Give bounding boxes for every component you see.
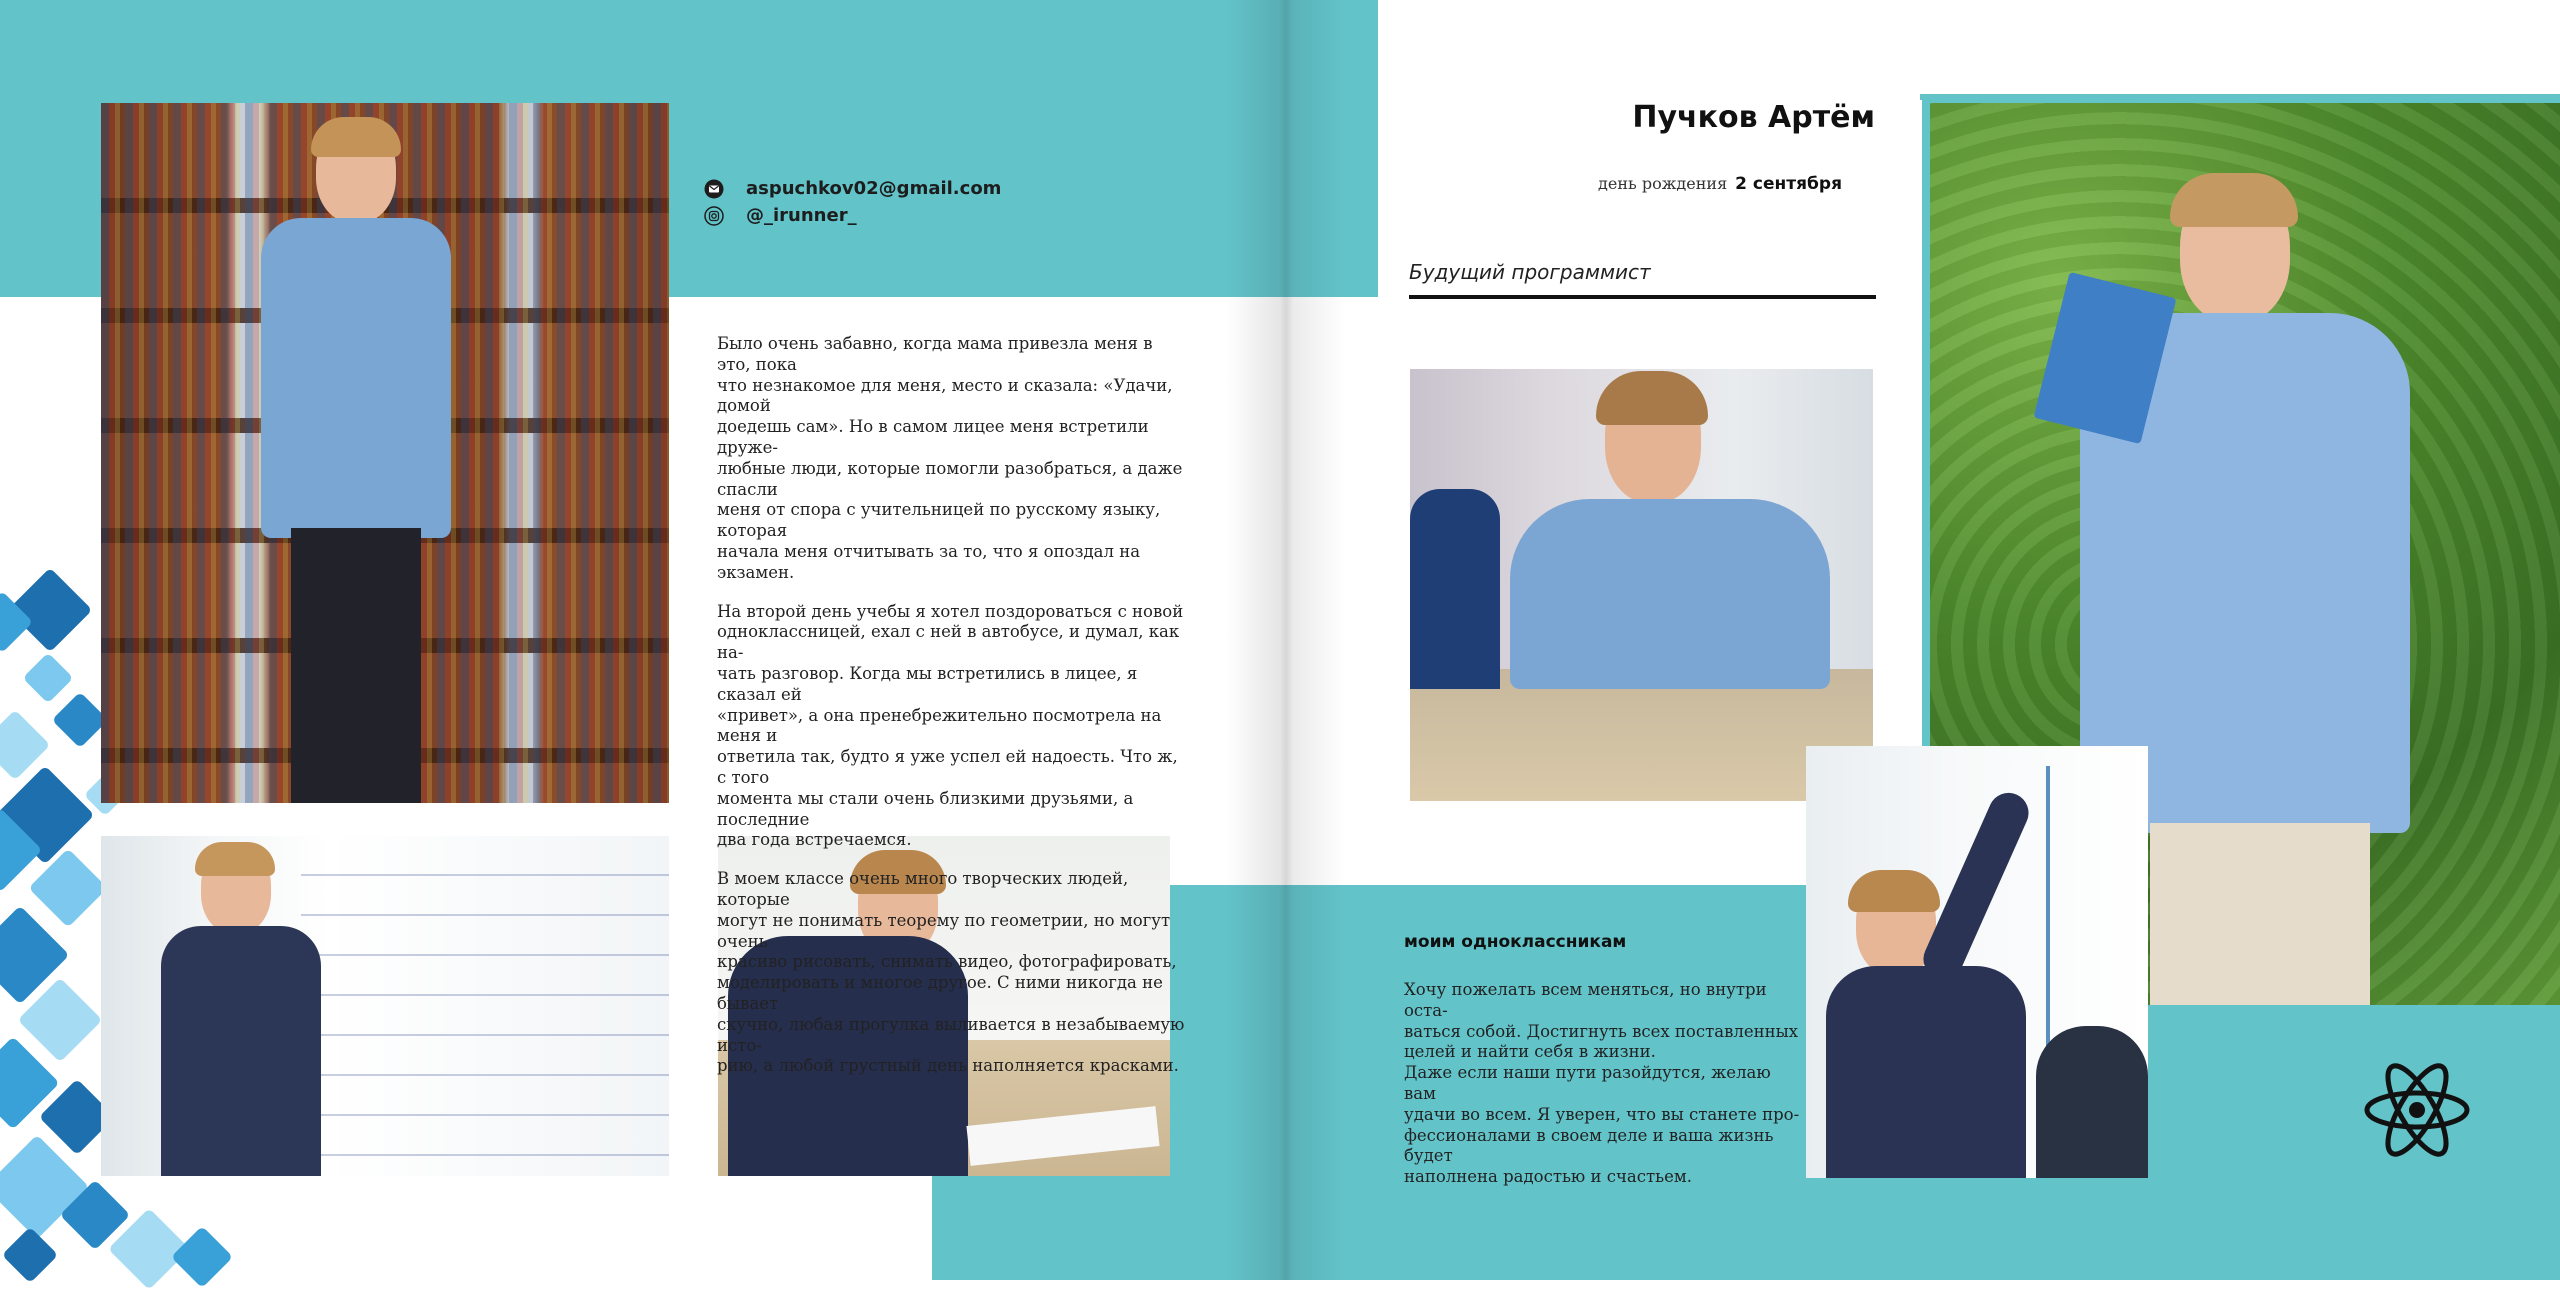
student-name: Пучков Артём xyxy=(1632,100,1875,135)
story-paragraph-1: Было очень забавно, когда мама привезла меня в это, пока что незнакомое для меня, место и сказала: «Удачи, домой доедешь сам». Но в самом лицее меня встретили друже- любные люди, которые помогли разобраться, а даже спасли меня от спора с учительницей по русскому языку, которая начала меня отчитывать за то, что я опоздал на экзамен. xyxy=(717,334,1183,582)
birthday-value: 2 сентября xyxy=(1735,174,1842,194)
atom-icon xyxy=(2362,1060,2472,1160)
contact-instagram[interactable] xyxy=(704,205,857,226)
instagram-text: @_irunner_ xyxy=(746,205,857,226)
birthday-label: день рождения xyxy=(1598,174,1728,193)
photo-whiteboard xyxy=(101,836,669,1176)
wish-text: Хочу пожелать всем меняться, но внутри оста- ваться собой. Достигнуть всех поставленных целей и найти себя в жизни. Даже если наши пути разойдутся, желаю вам удачи во всем. Я уверен, что вы станете про- фессионалами в своем деле и ваша жизнь будет наполнена радостью и счастьем. xyxy=(1404,980,1800,1187)
story-paragraph-3: В моем классе очень много творческих людей, которые могут не понимать теорему по геометрии, но могут очень красиво рисовать, снимать видео, фотографировать, моделировать и многое другое. С ними никогда не бывает скучно, любая прогулка выливается в незабываемую исто- рию, а любой грустный день наполняется красками. xyxy=(717,869,1185,1076)
envelope-icon xyxy=(704,179,724,199)
email-text: aspuchkov02@gmail.com xyxy=(746,178,1002,199)
photo-library xyxy=(101,103,669,803)
motto: Будущий программист xyxy=(1409,260,1651,284)
photo-desk-thinking xyxy=(1410,369,1873,801)
birthday xyxy=(1598,174,1842,194)
wish-title: моим одноклассникам xyxy=(1404,932,1627,952)
motto-underline xyxy=(1409,295,1876,299)
story-paragraph-2: На второй день учебы я хотел поздороваться с новой одноклассницей, ехал с ней в автобусе, и думал, как на- чать разговор. Когда мы встретились в лицее, я сказал ей «привет», а она пренебрежительно посмотрела на меня и ответила так, будто я уже успел ей надоесть. Что ж, с того момента мы стали очень близкими друзьями, а последние два года встречаемся. xyxy=(717,601,1184,850)
instagram-icon xyxy=(704,206,724,226)
photo-whiteboard-writing xyxy=(1806,746,2148,1178)
contact-email[interactable] xyxy=(704,178,1001,199)
page-spine xyxy=(1226,0,1346,1280)
story-text xyxy=(717,334,1187,1095)
